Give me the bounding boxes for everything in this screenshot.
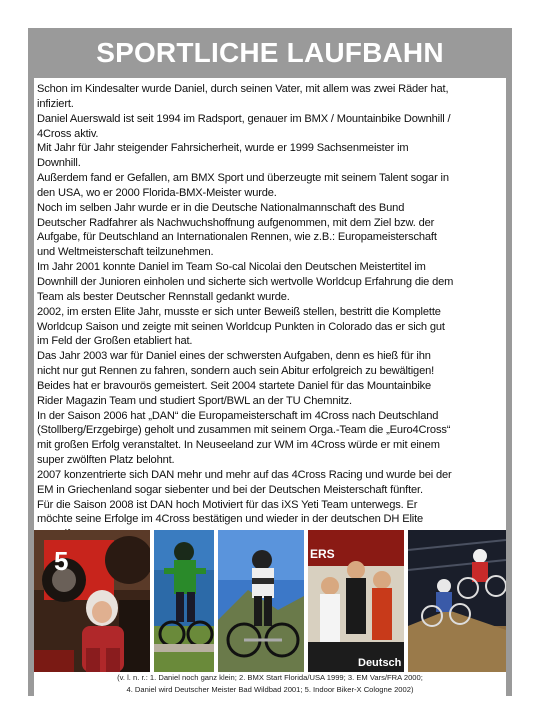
text-line: Das Jahr 2003 war für Daniel eines der schwersten Aufgaben, denn es hieß für ihn [37,350,431,363]
caption-line-1: (v. l. n. r.: 1. Daniel noch ganz klein; 2. BMX Start Florida/USA 1999; 3. EM Vars/FRA 2000; [117,673,423,682]
text-line: 4Cross aktiv. [37,127,99,140]
podium-sign: ERS [310,547,335,561]
text-line: und Weltmeisterschaft teilzunehmen. [37,246,214,259]
text-line: In der Saison 2006 hat „DAN“ die Europameisterschaft im 4Cross nach Deutschland [37,409,439,422]
text-line: im Feld der Großen etabliert hat. [37,335,193,348]
text-line: Rider Magazin Team und studiert Sport/BWL an der TU Chemnitz. [37,394,352,407]
photo-dm-podium [308,530,404,672]
text-line: 2007 konzentrierte sich DAN mehr und mehr auf das 4Cross Racing und wurde bei der [37,468,452,481]
photo-strip [34,530,506,672]
text-line: Deutscher Radfahrer als Nachwuchshoffnung aufgenommen, mit dem Ziel bzw. der [37,216,435,229]
text-line: Mit Jahr für Jahr steigender Fahrsicherheit, wurde er 1999 Sachsenmeister im [37,142,409,155]
text-line: Schon im Kindesalter wurde Daniel, durch seinen Vater, mit allem was zwei Räder hat, [37,83,449,95]
bike-number: 5 [54,546,69,576]
text-line: Team als bester Deutscher Rennstall gedankt wurde. [37,290,290,303]
photo-indoor-bikerx [408,530,506,672]
photo-em-vars [218,530,304,672]
text-line: Außerdem fand er Gefallen, am BMX Sport und überzeugte mit seinem Talent sogar in [37,172,449,185]
text-line: infiziert. [37,97,74,110]
text-line: Aufgabe, für Deutschland an Internationalen Rennen, wie z.B.: Europameisterschaft [37,231,437,244]
photo-child-motorbike [34,530,150,672]
page-frame [28,28,512,696]
text-line: Beides hat er bravourös gemeistert. Seit 2004 startete Daniel für das Mountainbike [37,379,432,392]
text-line: Daniel Auerswald ist seit 1994 im Radsport, genauer im BMX / Mountainbike Downhill / [37,112,451,125]
text-line: super zwölften Platz belohnt. [37,454,175,467]
text-line: 2002, im ersten Elite Jahr, musste er sich unter Beweiß stellen, bestritt die Komplette [37,305,441,318]
text-line: (Stollberg/Erzgebirge) geholt und zusammen mit seinem Orga.-Team die „Euro4Cross“ [37,424,451,437]
photo-bmx-start [154,530,214,672]
text-line: nicht nur gut Rennen zu fahren, sondern auch sein Abitur erfolgreich zu bewältigen! [37,365,435,378]
text-line: Im Jahr 2001 konnte Daniel im Team So-cal Nicolai den Deutschen Meistertitel im [37,261,426,274]
text-line: den USA, wo er 2000 Florida-BMX-Meister wurde. [37,186,277,199]
text-line: mit großen Erfolg veranstaltet. In Neuseeland zur WM im 4Cross würde er mit einem [37,439,440,452]
text-line: Downhill der Junioren einholen und sicherte sich wertvolle Worldcup Erfahrung die dem [37,275,454,288]
text-line: Worldcup Saison und zeigte mit seinen Worldcup Punkten in Colorado das er sich gut [37,320,445,333]
photo-caption [34,672,506,696]
page-title: SPORTLICHE LAUFBAHN [96,37,444,68]
biography-text [34,78,506,558]
text-line: Für die Saison 2008 ist DAN hoch Motiviert für das iXS Yeti Team unterwegs. Er [37,498,418,511]
caption-line-2: 4. Daniel wird Deutscher Meister Bad Wildbad 2001; 5. Indoor Biker-X Cologne 2002) [126,685,414,694]
text-line: möchte seine Erfolge im 4Cross bestätigen und wieder in der deutschen DH Elite [37,513,424,526]
text-line: EM in Griechenland sogar siebenter und bei der Deutschen Meisterschaft fünfter. [37,483,423,496]
text-line: Noch im selben Jahr wurde er in die Deutsche Nationalmannschaft des Bund [37,201,405,214]
text-line: Downhill. [37,157,81,170]
podium-banner: Deutsch [358,657,402,669]
